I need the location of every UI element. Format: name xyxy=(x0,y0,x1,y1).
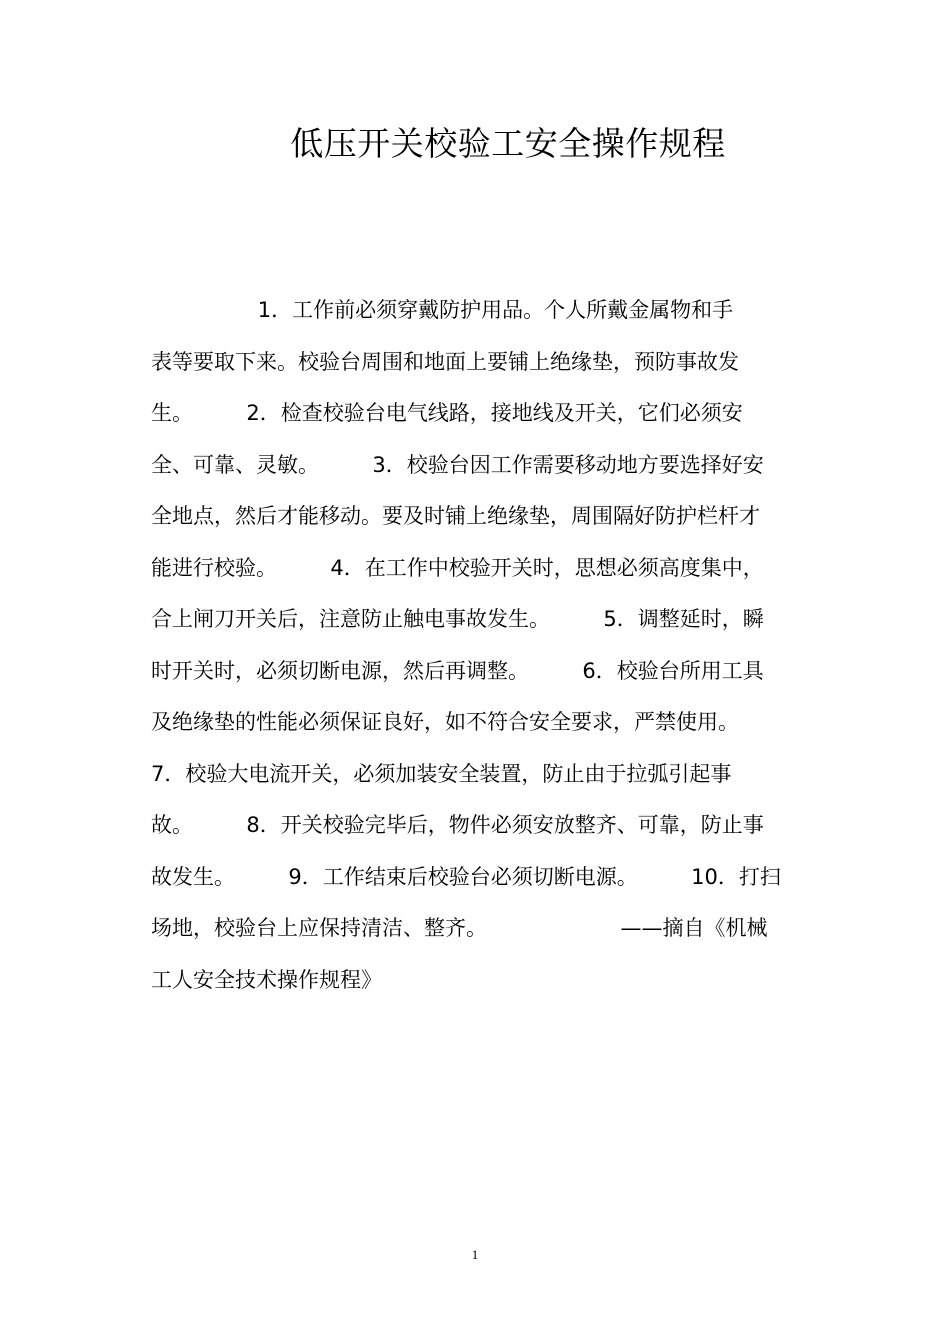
body-line: 7．校验大电流开关，必须加装安全装置，防止由于拉弧引起事 xyxy=(151,761,732,786)
body-line: 全地点，然后才能移动。要及时铺上绝缘垫，周围隔好防护栏杆才 xyxy=(151,504,760,528)
body-line: 能进行校验。 4．在工作中校验开关时，思想必须高度集中， xyxy=(151,555,764,580)
body-line: 1．工作前必须穿戴防护用品。个人所戴金属物和手 xyxy=(151,298,734,322)
body-line: 全、可靠、灵敏。 3．校验台因工作需要移动地方要选择好安 xyxy=(151,452,764,477)
body-line: 合上闸刀开关后，注意防止触电事故发生。 5．调整延时，瞬 xyxy=(151,607,764,631)
body-line: 场地，校验台上应保持清洁、整齐。 ——摘自《机械 xyxy=(151,916,768,940)
body-line: 工人安全技术操作规程》 xyxy=(151,967,382,992)
body-line: 时开关时，必须切断电源，然后再调整。 6．校验台所用工具 xyxy=(151,658,764,683)
document-title: 低压开关校验工安全操作规程 xyxy=(290,124,726,163)
body-line: 及绝缘垫的性能必须保证良好，如不符合安全要求，严禁使用。 xyxy=(151,710,739,734)
document-body xyxy=(151,285,811,1006)
body-line: 故发生。 9．工作结束后校验台必须切断电源。 10．打扫 xyxy=(151,864,781,889)
body-line: 表等要取下来。校验台周围和地面上要铺上绝缘垫，预防事故发 xyxy=(151,349,739,374)
page-number: 1 xyxy=(471,1247,479,1262)
body-line: 生。 2．检查校验台电气线路，接地线及开关，它们必须安 xyxy=(151,401,743,425)
body-line: 故。 8．开关校验完毕后，物件必须安放整齐、可靠，防止事 xyxy=(151,813,764,837)
